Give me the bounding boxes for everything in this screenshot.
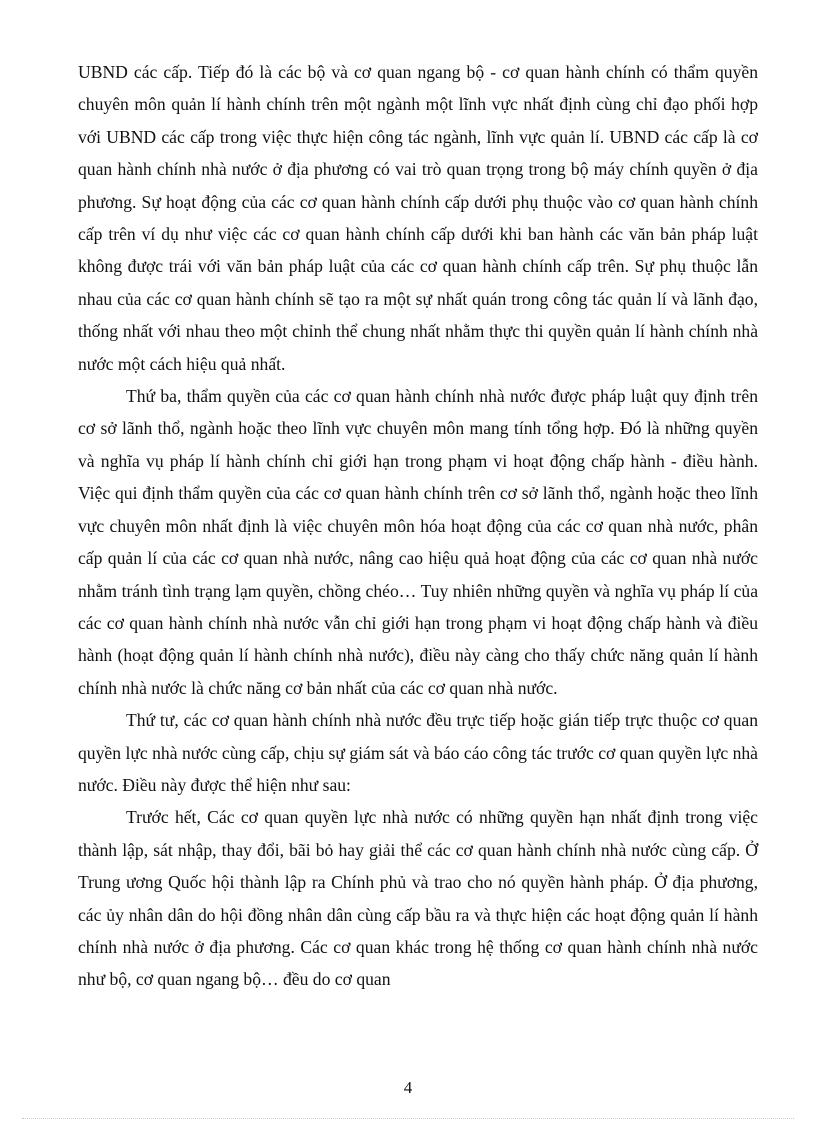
document-body xyxy=(78,56,758,996)
paragraph-thu-ba: Thứ ba, thẩm quyền của các cơ quan hành chính nhà nước được pháp luật quy định trên cơ sở lãnh thổ, ngành hoặc theo lĩnh vực chuyên môn mang tính tổng hợp. Đó là những quyền và nghĩa vụ pháp lí hành chính chỉ giới hạn trong phạm vi hoạt động chấp hành - điều hành. Việc qui định thẩm quyền của các cơ quan hành chính trên cơ sở lãnh thổ, ngành hoặc theo lĩnh vực chuyên môn nhất định là việc chuyên môn hóa hoạt động của các cơ quan nhà nước, phân cấp quản lí của các cơ quan nhà nước, nâng cao hiệu quả hoạt động của các cơ quan nhà nước nhằm tránh tình trạng lạm quyền, chồng chéo… Tuy nhiên những quyền và nghĩa vụ pháp lí của các cơ quan hành chính nhà nước vẫn chỉ giới hạn trong phạm vi hoạt động chấp hành và điều hành (hoạt động quản lí hành chính nhà nước), điều này càng cho thấy chức năng quản lí hành chính nhà nước là chức năng cơ bản nhất của các cơ quan nhà nước. xyxy=(78,386,758,698)
paragraph-truoc-het: Trước hết, Các cơ quan quyền lực nhà nước có những quyền hạn nhất định trong việc thành lập, sát nhập, thay đổi, bãi bỏ hay giải thể các cơ quan hành chính nhà nước cùng cấp. Ở Trung ương Quốc hội thành lập ra Chính phủ và trao cho nó quyền hành pháp. Ở địa phương, các ủy nhân dân do hội đồng nhân dân cùng cấp bầu ra và thực hiện các hoạt động quản lí hành chính nhà nước ở địa phương. Các cơ quan khác trong hệ thống cơ quan hành chính nhà nước như bộ, cơ quan ngang bộ… đều do cơ quan xyxy=(78,807,758,990)
paragraph-thu-tu: Thứ tư, các cơ quan hành chính nhà nước đều trực tiếp hoặc gián tiếp trực thuộc cơ quan quyền lực nhà nước cùng cấp, chịu sự giám sát và báo cáo công tác trước cơ quan quyền lực nhà nước. Điều này được thể hiện như sau: xyxy=(78,710,758,795)
page-bottom-divider xyxy=(22,1118,794,1119)
paragraph-continuation: UBND các cấp. Tiếp đó là các bộ và cơ quan ngang bộ - cơ quan hành chính có thẩm quyền chuyên môn quản lí hành chính trên một ngành một lĩnh vực nhất định cùng chỉ đạo phối hợp với UBND các cấp trong việc thực hiện công tác ngành, lĩnh vực quản lí. UBND các cấp là cơ quan hành chính nhà nước ở địa phương có vai trò quan trọng trong bộ máy chính quyền ở địa phương. Sự hoạt động của các cơ quan hành chính cấp dưới phụ thuộc vào cơ quan hành chính cấp trên ví dụ như việc các cơ quan hành chính cấp dưới khi ban hành các văn bản pháp luật không được trái với văn bản pháp luật của các cơ quan hành chính cấp trên. Sự phụ thuộc lẫn nhau của các cơ quan hành chính sẽ tạo ra một sự nhất quán trong công tác quản lí và lãnh đạo, thống nhất với nhau theo một chỉnh thể chung nhất nhằm thực thi quyền quản lí hành chính nhà nước một cách hiệu quả nhất. xyxy=(78,62,758,374)
page-number: 4 xyxy=(403,1078,413,1097)
